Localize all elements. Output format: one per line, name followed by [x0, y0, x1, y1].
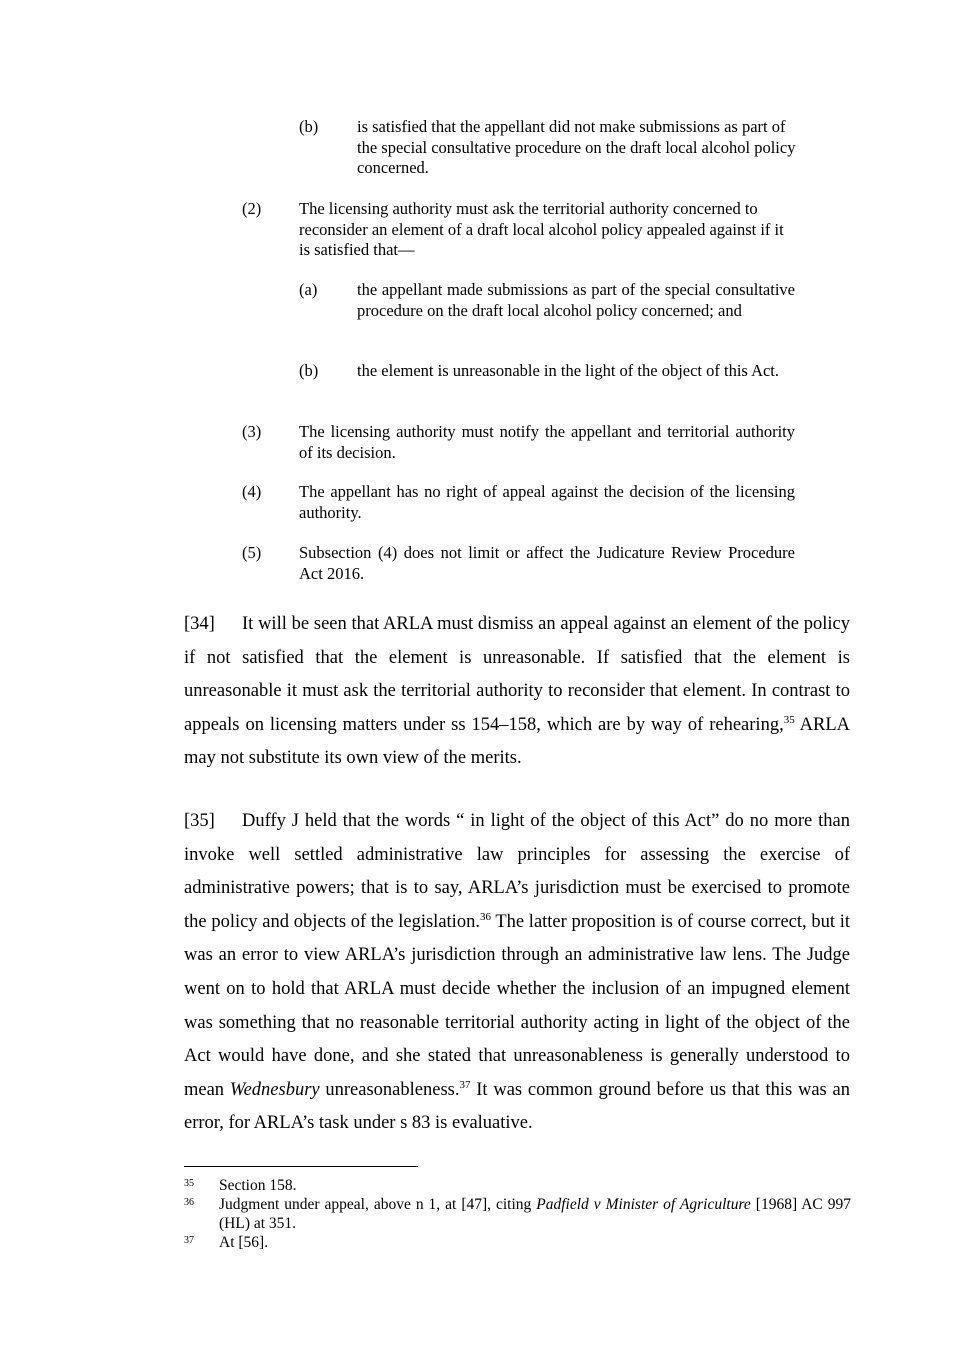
- footnote-text-part: [1968] AC 997 (HL) at 351.: [219, 1196, 851, 1232]
- paragraph-text: Duffy J held that the words “ in light of the object of this Act” do no more than invoke well settled administrative law principles for assessing the exercise of administrative powers; that is to say, ARLA’s jurisdiction must be exercised to promote the policy and objects of the legislation.: [184, 811, 850, 932]
- paragraph-text: ARLA may not substitute its own view of the merits.: [184, 714, 851, 769]
- footnote-36-number: 36: [184, 1197, 194, 1208]
- footnote-ref-35[interactable]: 35: [783, 713, 795, 726]
- paragraph-text: It was common ground before us that this was an error, for ARLA’s task under s 83 is evaluative.: [184, 1079, 850, 1134]
- quote-sub2-item-b-text: the element is unreasonable in the light of the object of this Act.: [357, 361, 780, 380]
- footnote-text-part: Judgment under appeal, above n 1, at [47], citing: [219, 1196, 537, 1213]
- case-name-italic: Padfield v Minister of Agriculture: [536, 1196, 751, 1213]
- footnote-36-text: [219, 1196, 851, 1233]
- quote-item-1b-text: is satisfied that the appellant did not make submissions as part of the special consultative procedure on the draft local alcohol policy concerned.: [357, 117, 796, 177]
- quote-sub2-label: (2): [242, 199, 262, 218]
- quote-item-1b-label: (b): [299, 117, 319, 136]
- quote-sub4-label: (4): [242, 482, 262, 501]
- paragraph-35: [184, 805, 850, 1141]
- footnote-35-text: Section 158.: [219, 1177, 297, 1194]
- case-name-italic: Wednesbury: [229, 1079, 320, 1100]
- quote-sub2-item-a-label: (a): [299, 280, 318, 299]
- paragraph-number: [34]: [184, 614, 215, 634]
- footnote-37-number: 37: [184, 1235, 194, 1246]
- footnote-ref-36[interactable]: 36: [479, 910, 491, 923]
- quote-sub2-item-b-label: (b): [299, 361, 319, 380]
- paragraph-text: It will be seen that ARLA must dismiss an appeal against an element of the policy if not satisfied that the element is unreasonable. If satisfied that the element is unreasonable it must ask the territorial authority to reconsider that element. In contrast to appeals on licensing matters under ss 154–158, which are by way of rehearing,: [184, 614, 850, 735]
- quote-sub5-label: (5): [242, 543, 262, 562]
- quote-sub3-label: (3): [242, 422, 262, 441]
- paragraph-text: The latter proposition is of course correct, but it was an error to view ARLA’s jurisdiction through an administrative law lens. The Judge went on to hold that ARLA must decide whether the inclusion of an impugned element was something that no reasonable territorial authority acting in light of the object of the Act would have done, and she stated that unreasonableness is generally understood to mean: [184, 911, 850, 1100]
- quote-sub2-item-a-text: the appellant made submissions as part of the special consultative procedure on the draft local alcohol policy concerned; and: [357, 280, 795, 320]
- footnote-37-text: At [56].: [219, 1234, 269, 1251]
- paragraph-number: [35]: [184, 811, 215, 831]
- paragraph-34: [184, 608, 850, 776]
- quote-sub3-text: The licensing authority must notify the appellant and territorial authority of its decision.: [299, 422, 795, 462]
- quote-sub4-text: The appellant has no right of appeal against the decision of the licensing authority.: [299, 482, 795, 522]
- footnote-ref-37[interactable]: 37: [459, 1078, 471, 1091]
- quote-sub2-text: The licensing authority must ask the territorial authority concerned to reconsider an element of a draft local alcohol policy appealed against if it is satisfied that—: [299, 199, 784, 259]
- footnote-separator: [184, 1166, 418, 1167]
- paragraph-text: unreasonableness.: [319, 1079, 460, 1100]
- quote-sub5-text: Subsection (4) does not limit or affect the Judicature Review Procedure Act 2016.: [299, 543, 795, 583]
- footnote-35-number: 35: [184, 1178, 194, 1189]
